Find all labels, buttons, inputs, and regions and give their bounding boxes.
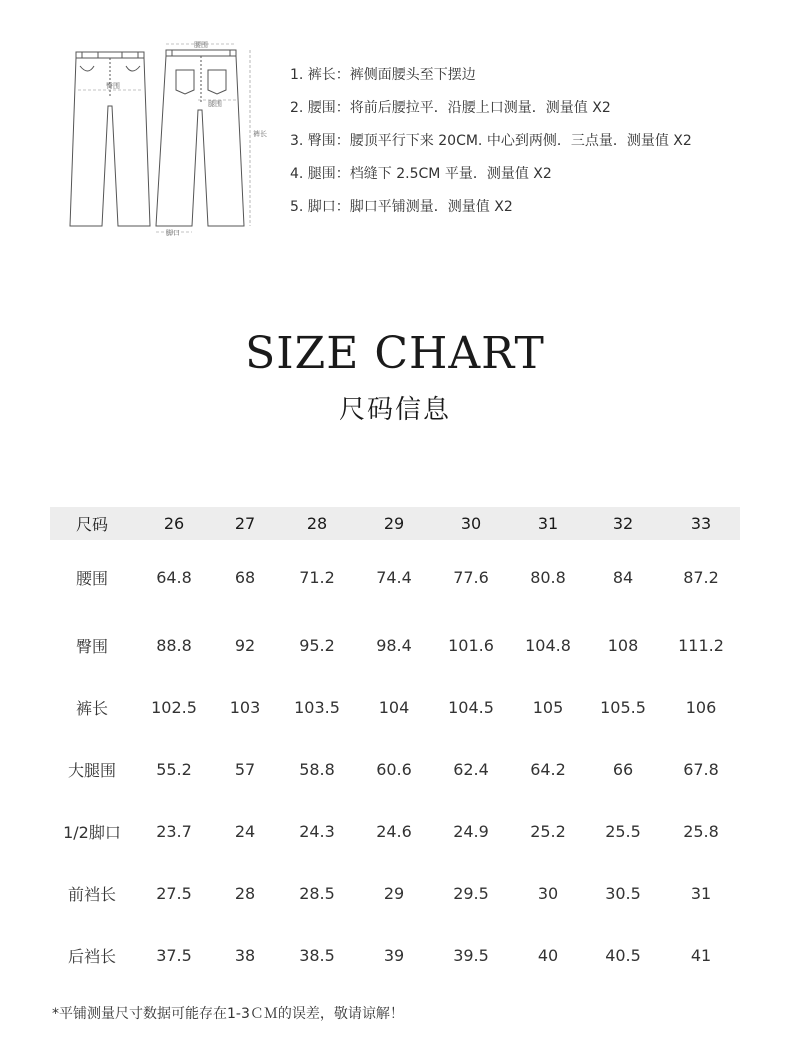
table-header-row	[50, 507, 740, 540]
table-cell: 38.5	[299, 945, 335, 965]
header-cell: 26	[163, 514, 185, 533]
row-label: 后裆长	[67, 946, 116, 966]
header-cell: 30	[460, 514, 482, 533]
table-cell: 104.5	[448, 697, 494, 717]
table-cell: 64.2	[530, 759, 566, 779]
table-cell: 108	[607, 635, 639, 655]
table-cell: 71.2	[299, 567, 335, 587]
table-row	[50, 676, 740, 738]
header-cell: 28	[306, 514, 328, 533]
note-waist: 2. 腰围：将前后腰拉平．沿腰上口测量．测量值 X2	[290, 100, 611, 116]
size-table	[50, 507, 740, 986]
table-cell: 105.5	[600, 697, 646, 717]
label-waist: 腰围	[194, 41, 208, 49]
table-row	[50, 738, 740, 800]
table-row	[50, 924, 740, 986]
header-cell: 32	[612, 514, 634, 533]
table-cell: 28	[234, 883, 256, 903]
table-cell: 103	[229, 697, 261, 717]
table-cell: 103.5	[294, 697, 340, 717]
label-length: 裤长	[253, 130, 267, 138]
table-cell: 24.3	[299, 821, 335, 841]
label-thigh: 腿围	[208, 100, 222, 108]
table-cell: 106	[685, 697, 717, 717]
table-cell: 40.5	[605, 945, 641, 965]
table-cell: 38	[234, 945, 256, 965]
table-cell: 87.2	[683, 567, 719, 587]
table-cell: 39	[383, 945, 405, 965]
measurement-notes	[290, 64, 692, 229]
table-cell: 30.5	[605, 883, 641, 903]
table-cell: 104	[378, 697, 410, 717]
title-english: SIZE CHART	[245, 328, 545, 379]
row-label: 裤长	[75, 698, 108, 718]
row-label: 大腿围	[67, 760, 116, 780]
table-cell: 30	[537, 883, 559, 903]
table-cell: 41	[690, 945, 712, 965]
title-chinese: 尺码信息	[338, 395, 451, 425]
table-cell: 66	[612, 759, 634, 779]
table-cell: 111.2	[678, 635, 724, 655]
table-cell: 102.5	[151, 697, 197, 717]
label-hip: 臀围	[106, 82, 120, 90]
pants-illustration	[58, 36, 278, 236]
table-cell: 62.4	[453, 759, 489, 779]
table-cell: 105	[532, 697, 564, 717]
table-cell: 25.2	[530, 821, 566, 841]
header-cell: 33	[690, 514, 712, 533]
table-cell: 25.8	[683, 821, 719, 841]
table-cell: 60.6	[376, 759, 412, 779]
table-cell: 58.8	[299, 759, 335, 779]
table-row	[50, 800, 740, 862]
table-cell: 29	[383, 883, 405, 903]
table-cell: 24.6	[376, 821, 412, 841]
pants-measurement-diagram	[58, 36, 278, 236]
table-cell: 64.8	[156, 567, 192, 587]
note-hip: 3. 臀围：腰顶平行下来 20CM. 中心到两侧．三点量．测量值 X2	[290, 133, 692, 149]
table-row	[50, 540, 740, 614]
table-cell: 39.5	[453, 945, 489, 965]
table-cell: 74.4	[376, 567, 412, 587]
table-cell: 98.4	[376, 635, 412, 655]
table-cell: 92	[234, 635, 256, 655]
table-cell: 88.8	[156, 635, 192, 655]
row-label: 前裆长	[67, 884, 116, 904]
row-label: 1/2脚口	[63, 822, 121, 842]
table-cell: 24.9	[453, 821, 489, 841]
header-cell: 31	[537, 514, 559, 533]
note-hem: 5. 脚口：脚口平铺测量．测量值 X2	[290, 199, 513, 215]
table-cell: 29.5	[453, 883, 489, 903]
header-cell: 27	[234, 514, 256, 533]
table-cell: 80.8	[530, 567, 566, 587]
table-row	[50, 862, 740, 924]
table-cell: 57	[234, 759, 256, 779]
note-thigh: 4. 腿围：档缝下 2.5CM 平量．测量值 X2	[290, 166, 552, 182]
row-label: 腰围	[75, 568, 108, 588]
note-length: 1. 裤长：裤侧面腰头至下摆边	[290, 67, 476, 83]
table-cell: 77.6	[453, 567, 489, 587]
table-cell: 23.7	[156, 821, 192, 841]
table-cell: 40	[537, 945, 559, 965]
table-cell: 31	[690, 883, 712, 903]
row-label: 臀围	[75, 636, 108, 656]
table-cell: 24	[234, 821, 256, 841]
table-row	[50, 614, 740, 676]
table-cell: 95.2	[299, 635, 335, 655]
table-cell: 28.5	[299, 883, 335, 903]
header-cell: 29	[383, 514, 405, 533]
table-cell: 55.2	[156, 759, 192, 779]
footnote: *平铺测量尺寸数据可能存在1-3ＣＭ的误差，敬请谅解！	[52, 1006, 404, 1022]
header-cell: 尺码	[75, 515, 108, 534]
table-cell: 68	[234, 567, 256, 587]
table-cell: 67.8	[683, 759, 719, 779]
table-cell: 84	[612, 567, 634, 587]
table-cell: 101.6	[448, 635, 494, 655]
table-cell: 104.8	[525, 635, 571, 655]
label-hem: 脚口	[166, 229, 180, 236]
table-cell: 25.5	[605, 821, 641, 841]
table-cell: 37.5	[156, 945, 192, 965]
table-cell: 27.5	[156, 883, 192, 903]
